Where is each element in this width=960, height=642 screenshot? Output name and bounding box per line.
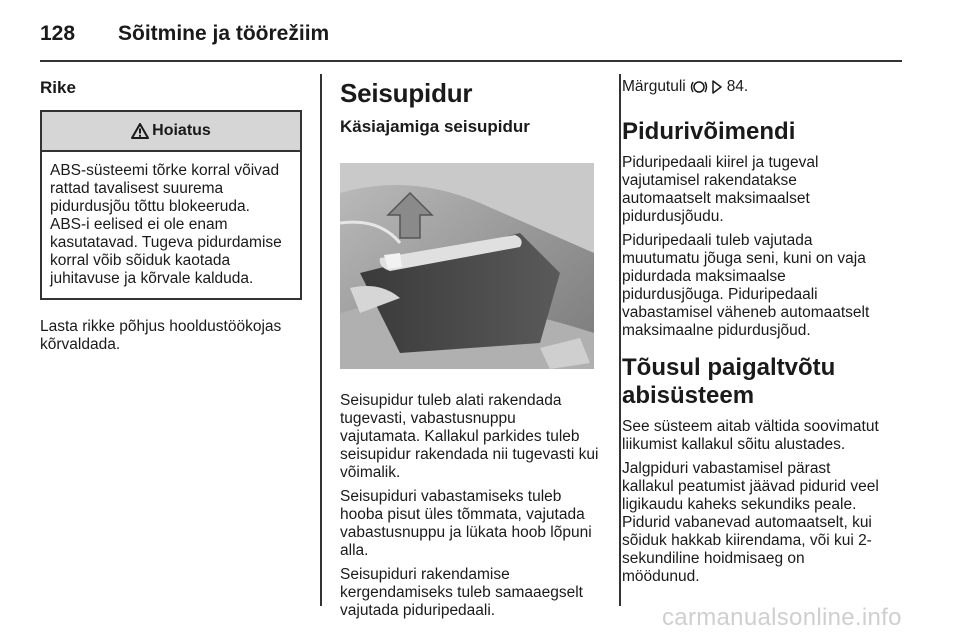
column-left: [40, 74, 302, 360]
text-line: liikumist kallakul sõitu alustades.: [622, 436, 846, 453]
subheading: Käsiajamiga seisupidur: [340, 117, 530, 136]
text-line: vajutamisel rakendatakse: [622, 172, 797, 189]
text-line: Seisupiduri vabastamiseks tuleb: [340, 488, 562, 505]
text-line: pidurdada maksimaalse: [622, 268, 786, 285]
text-line: võimalik.: [340, 464, 401, 481]
text-line: muutumatu jõuga seni, kuni on vaja: [622, 250, 866, 267]
reference-line: [622, 78, 902, 96]
paragraph: [622, 154, 902, 226]
column-divider: [320, 74, 322, 606]
text-line: rattad tavalisest suurema: [50, 180, 224, 197]
text-line: seisupidur rakendada nii tugevasti kui: [340, 446, 599, 463]
heading-line: Tõusul paigaltvõtu: [622, 354, 836, 381]
text-line: kallakul peatumist jäävad pidurid veel: [622, 478, 879, 495]
text-line: möödunud.: [622, 568, 700, 585]
page-number: 128: [40, 22, 76, 45]
paragraph: [40, 318, 302, 354]
paragraph: [622, 232, 902, 340]
text-line: korral võib sõiduk kaotada: [50, 252, 231, 269]
text-line: maksimaalne pidurdusjõud.: [622, 322, 811, 339]
text-line: automaatselt maksimaalset: [622, 190, 810, 207]
handbrake-photo: [340, 163, 594, 369]
reference-text: Märgutuli: [622, 78, 686, 95]
text-line: Piduripedaali tuleb vajutada: [622, 232, 813, 249]
text-line: vajutamata. Kallakul parkides tuleb: [340, 428, 580, 445]
text-line: Piduripedaali kiirel ja tugeval: [622, 154, 819, 171]
warning-triangle-icon: [131, 123, 149, 139]
watermark: carmanualsonline.info: [662, 604, 902, 631]
warning-text: [42, 152, 300, 298]
heading-line: abisüsteem: [622, 382, 755, 409]
text-line: Pidurid vabanevad automaatselt, kui: [622, 514, 872, 531]
text-line: Lasta rikke põhjus hooldustöökojas: [40, 318, 282, 335]
text-line: See süsteem aitab vältida soovimatut: [622, 418, 879, 435]
chapter-title: Sõitmine ja töörežiim: [118, 22, 330, 45]
text-line: kergendamiseks tuleb samaaegselt: [340, 584, 583, 601]
section-heading-rike: Rike: [40, 78, 76, 97]
column-middle: [340, 74, 602, 626]
text-line: vajutada piduripedaali.: [340, 602, 496, 619]
reference-page[interactable]: 84.: [726, 78, 749, 95]
text-line: kõrvaldada.: [40, 336, 121, 353]
text-line: vabastamisel väheneb automaatselt: [622, 304, 870, 321]
paragraph: [340, 566, 602, 620]
text-line: pidurdusjõu tõttu blokeeruda.: [50, 198, 250, 215]
paragraph: [340, 392, 602, 482]
text-line: Seisupiduri rakendamise: [340, 566, 510, 583]
text-line: kasutatavad. Tugeva pidurdamise: [50, 234, 282, 251]
warning-title: Hoiatus: [152, 122, 211, 139]
text-line: sekundiline hoidmisaeg on: [622, 550, 805, 567]
text-line: pidurdusjõuga. Piduripedaali: [622, 286, 818, 303]
text-line: Seisupidur tuleb alati rakendada: [340, 392, 562, 409]
text-line: ABS-i eelised ei ole enam: [50, 216, 228, 233]
column-divider: [619, 74, 621, 606]
text-line: ligikaudu kaheks sekundiks peale.: [622, 496, 857, 513]
brake-indicator-icon: [690, 79, 708, 95]
text-line: juhitavuse ja kõrvale kalduda.: [50, 270, 254, 287]
section-heading-hill-start-assist: [622, 354, 902, 410]
paragraph: [622, 418, 902, 454]
text-line: pidurdusjõudu.: [622, 208, 724, 225]
text-line: Jalgpiduri vabastamisel pärast: [622, 460, 831, 477]
text-line: alla.: [340, 542, 369, 559]
text-line: hooba pisut üles tõmmata, vajutada: [340, 506, 585, 523]
warning-box: [40, 110, 302, 300]
warning-header: [42, 112, 300, 152]
paragraph: [340, 488, 602, 560]
text-line: ABS-süsteemi tõrke korral võivad: [50, 162, 280, 179]
section-heading-seisupidur: Seisupidur: [340, 78, 473, 108]
page-header: [40, 14, 902, 54]
text-line: sõiduk hakkab kiirendama, või kui 2-: [622, 532, 872, 549]
column-right: [622, 74, 902, 592]
text-line: vabastusnuppu ja lükata hoob lõpuni: [340, 524, 592, 541]
paragraph: [622, 460, 902, 586]
header-divider: [40, 60, 902, 62]
text-line: tugevasti, vabastusnuppu: [340, 410, 516, 427]
page-reference-icon[interactable]: [712, 80, 722, 94]
section-heading-pidurivoimendi: Pidurivõimendi: [622, 118, 796, 145]
